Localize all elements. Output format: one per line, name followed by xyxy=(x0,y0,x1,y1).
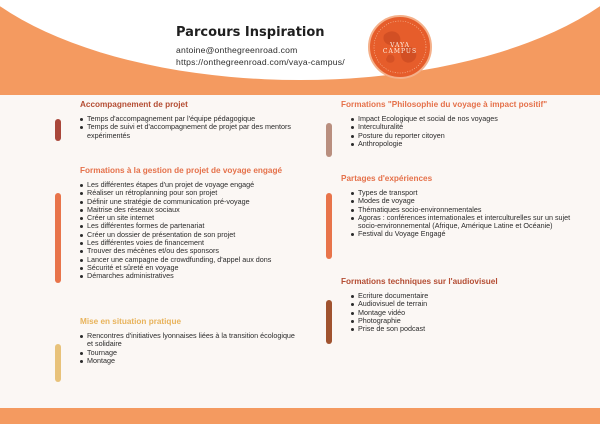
list-audiovisuel xyxy=(326,292,571,333)
list-item: Les différentes formes de partenariat xyxy=(79,222,330,230)
contact-url[interactable]: https://onthegreenroad.com/vaya-campus/ xyxy=(176,57,345,67)
section-bar xyxy=(55,344,61,382)
logo-text: VAYA CAMPUS xyxy=(382,42,418,55)
list-item: Modes de voyage xyxy=(350,197,571,205)
section-mise-en-situation xyxy=(80,317,300,365)
section-title: Formations à la gestion de projet de voyage engagé xyxy=(80,166,283,175)
contact-email[interactable]: antoine@onthegreenroad.com xyxy=(176,45,298,55)
list-item: Prise de son podcast xyxy=(350,325,571,333)
list-item: Photographie xyxy=(350,317,571,325)
list-accompagnement xyxy=(55,115,320,140)
list-item: Maitrise des réseaux sociaux xyxy=(79,206,330,214)
list-gestion-projet xyxy=(55,181,330,281)
section-partages xyxy=(341,174,571,239)
section-title: Accompagnement de projet xyxy=(80,100,188,109)
vaya-campus-logo xyxy=(368,15,432,79)
section-gestion-projet xyxy=(80,166,330,281)
list-item: Posture du reporter citoyen xyxy=(350,132,581,140)
section-audiovisuel xyxy=(341,277,571,333)
list-item: Créer un site internet xyxy=(79,214,330,222)
list-item: Anthropologie xyxy=(350,140,581,148)
list-item: Tournage xyxy=(79,349,300,357)
list-item: Types de transport xyxy=(350,189,571,197)
section-philosophie xyxy=(341,100,581,148)
list-item: Montage xyxy=(79,357,300,365)
list-item: Ecriture documentaire xyxy=(350,292,571,300)
footer-band xyxy=(0,408,600,424)
list-item: Créer un dossier de présentation de son projet xyxy=(79,231,330,239)
list-item: Sécurité et sûreté en voyage xyxy=(79,264,330,272)
list-item: Interculturalité xyxy=(350,123,581,131)
section-bar xyxy=(55,119,61,141)
list-item: Festival du Voyage Engagé xyxy=(350,230,571,238)
list-item: Réaliser un rétroplanning pour son projet xyxy=(79,189,330,197)
list-item: Les différentes étapes d'un projet de voyage engagé xyxy=(79,181,330,189)
list-item: Lancer une campagne de crowdfunding, d'appel aux dons xyxy=(79,256,330,264)
list-item: Audiovisuel de terrain xyxy=(350,300,571,308)
section-bar xyxy=(326,193,332,259)
list-item: Temps de suivi et d'accompagnement de projet par des mentors expérimentés xyxy=(79,123,320,140)
section-bar xyxy=(55,193,61,283)
section-title: Mise en situation pratique xyxy=(80,317,181,326)
list-item: Les différentes voies de financement xyxy=(79,239,330,247)
list-mise-en-situation xyxy=(55,332,300,365)
list-item: Impact Ecologique et social de nos voyages xyxy=(350,115,581,123)
list-partages xyxy=(326,189,571,239)
header xyxy=(176,25,345,68)
list-philosophie xyxy=(326,115,581,148)
section-bar xyxy=(326,123,332,157)
section-accompagnement xyxy=(80,100,320,140)
list-item: Agoras : conférences internationales et interculturelles sur un sujet socio-environnemental (Afrique, Amérique Latine et Océanie) xyxy=(350,214,571,231)
list-item: Définir une stratégie de communication pré-voyage xyxy=(79,198,330,206)
section-title: Partages d'expériences xyxy=(341,174,433,183)
list-item: Montage vidéo xyxy=(350,309,571,317)
list-item: Thématiques socio-environnementales xyxy=(350,206,571,214)
section-bar xyxy=(326,300,332,344)
section-title: Formations "Philosophie du voyage à impact positif" xyxy=(341,100,548,109)
list-item: Trouver des mécènes et/ou des sponsors xyxy=(79,247,330,255)
list-item: Rencontres d'initiatives lyonnaises liées à la transition écologique et solidaire xyxy=(79,332,300,349)
page-title: Parcours Inspiration xyxy=(176,25,325,40)
list-item: Temps d'accompagnement par l'équipe pédagogique xyxy=(79,115,320,123)
section-title: Formations techniques sur l'audiovisuel xyxy=(341,277,498,286)
list-item: Démarches administratives xyxy=(79,272,330,280)
